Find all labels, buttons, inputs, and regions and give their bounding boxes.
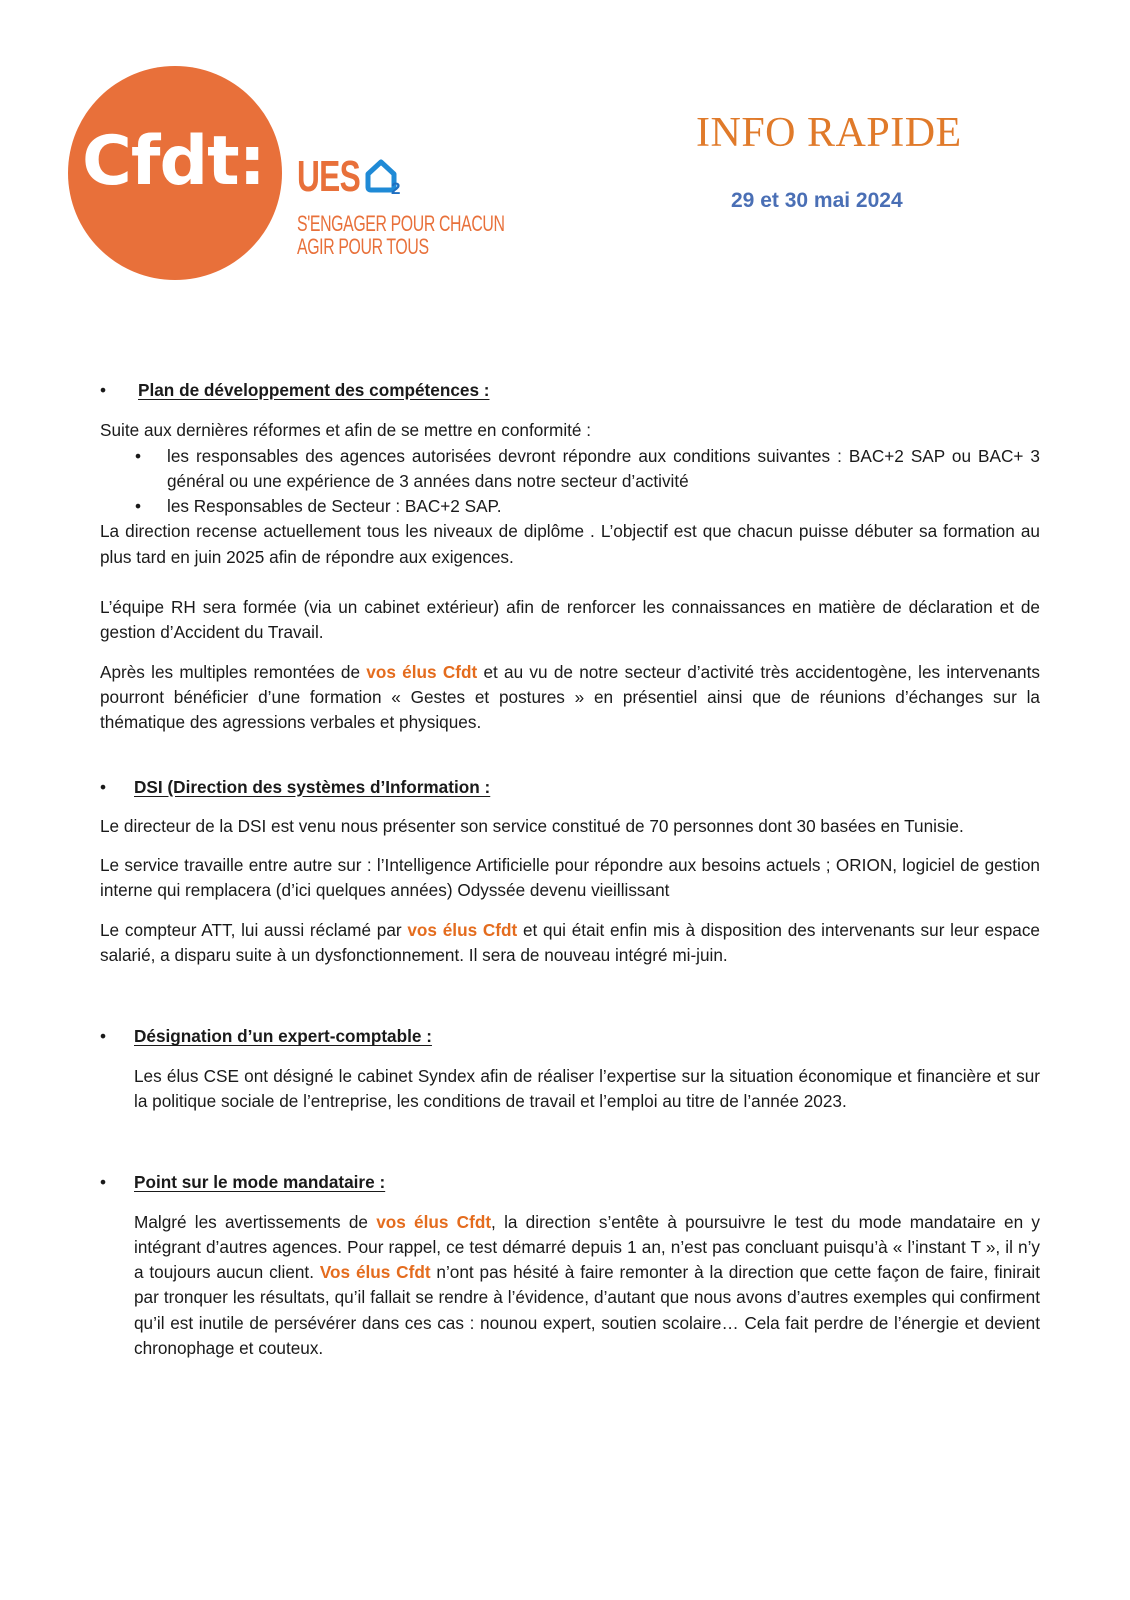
highlight-vos-elus-cfdt: Vos élus Cfdt — [319, 1262, 431, 1283]
paragraph: La direction recense actuellement tous les niveaux de diplôme . L’objectif est que chacun puisse débuter sa formation au plus tard en juin 2025 afin de répondre aux exigences. — [100, 521, 1040, 567]
paragraph: L’équipe RH sera formée (via un cabinet extérieur) afin de renforcer les connaissances en matière de déclaration et de gestion d’Accident du Travail. — [100, 597, 1040, 643]
paragraph — [100, 918, 1040, 969]
page-title: INFO RAPIDE — [696, 110, 962, 156]
text: et qui était enfin mis à disposition des intervenants sur leur espace salarié, a disparu suite à un dysfonctionnement. Il sera de nouveau intégré mi-juin. — [100, 919, 1040, 966]
highlight-vos-elus-cfdt: vos élus Cfdt — [407, 919, 518, 940]
paragraph: Les élus CSE ont désigné le cabinet Syndex afin de réaliser l’expertise sur la situation économique et financière et sur la politique sociale de l’entreprise, les conditions de travail et l’emploi au titre de l’année 2023. — [134, 1065, 1040, 1111]
heading-text: DSI (Direction des systèmes d’Information : — [134, 776, 491, 797]
text: n’ont pas hésité à faire remonter à la direction que cette façon de faire, finirait par tronquer les résultats, qu’il fallait se rendre à l’évidence, d’autant que nous avons d’autres exemples qui confirment qu’il est inutile de persévérer dans ces cas : nounou expert, soutien scolaire… Cela fait perdre de l’énergie et devient chronophage et couteux. — [134, 1262, 1040, 1359]
section-heading-mode-mandataire — [100, 1170, 1040, 1195]
paragraph: Suite aux dernières réformes et afin de se mettre en conformité : — [100, 420, 592, 441]
heading-text: Désignation d’un expert-comptable : — [134, 1026, 432, 1047]
list-item: • les Responsables de Secteur : BAC+2 SAP. — [167, 494, 1040, 519]
highlight-vos-elus-cfdt: vos élus Cfdt — [376, 1211, 492, 1232]
text: Malgré les avertissements de — [134, 1211, 377, 1232]
page-date: 29 et 30 mai 2024 — [731, 189, 903, 212]
paragraph: Le directeur de la DSI est venu nous présenter son service constitué de 70 personnes dont 30 basées en Tunisie. — [100, 815, 964, 836]
tagline-line-2: AGIR POUR TOUS — [297, 234, 429, 259]
section-heading-dsi — [100, 775, 1040, 800]
document-body — [100, 378, 1040, 1361]
tagline-line-1: S'ENGAGER POUR CHACUN — [297, 211, 505, 236]
requirements-list — [100, 444, 1040, 520]
section-heading-expert-comptable — [100, 1024, 1040, 1049]
highlight-vos-elus-cfdt: vos élus Cfdt — [366, 661, 478, 682]
svg-text:2: 2 — [391, 179, 401, 196]
text: Après les multiples remontées de — [100, 661, 367, 682]
ues-label: UES — [297, 152, 360, 201]
paragraph — [100, 660, 1040, 736]
heading-text: Point sur le mode mandataire : — [134, 1172, 386, 1193]
logo-tagline — [297, 212, 505, 258]
paragraph: Le service travaille entre autre sur : l’Intelligence Artificielle pour répondre aux besoins actuels ; ORION, logiciel de gestion interne qui remplacera (d’ici quelques années) Odyssée devenu vieillissant — [100, 855, 1040, 901]
text: et au vu de notre secteur d’activité très accidentogène, les intervenants pourront bénéficier d’une formation « Gestes et postures » en présentiel ainsi que de réunions d’échanges sur la thématique des agressions verbales et physiques. — [100, 661, 1040, 733]
paragraph — [100, 1210, 1040, 1362]
section-heading-competences — [100, 378, 1040, 403]
o2-house-icon — [364, 156, 404, 196]
text: Le compteur ATT, lui aussi réclamé par — [100, 919, 408, 940]
heading-text: Plan de développement des compétences : — [138, 380, 490, 400]
text: , la direction s’entête à poursuivre le test du mode mandataire en y intégrant d’autres agences. Pour rappel, ce test démarré depuis 1 an, n’est pas concluant puisqu’à « l’instant T », il n’y a toujours aucun client. — [134, 1211, 1040, 1283]
list-item: • les responsables des agences autorisées devront répondre aux conditions suivantes : BAC+2 SAP ou BAC+ 3 général ou une expérience de 3 années dans notre secteur d’activité — [167, 444, 1040, 495]
cfdt-logo-text: Cfdt: — [82, 122, 265, 201]
